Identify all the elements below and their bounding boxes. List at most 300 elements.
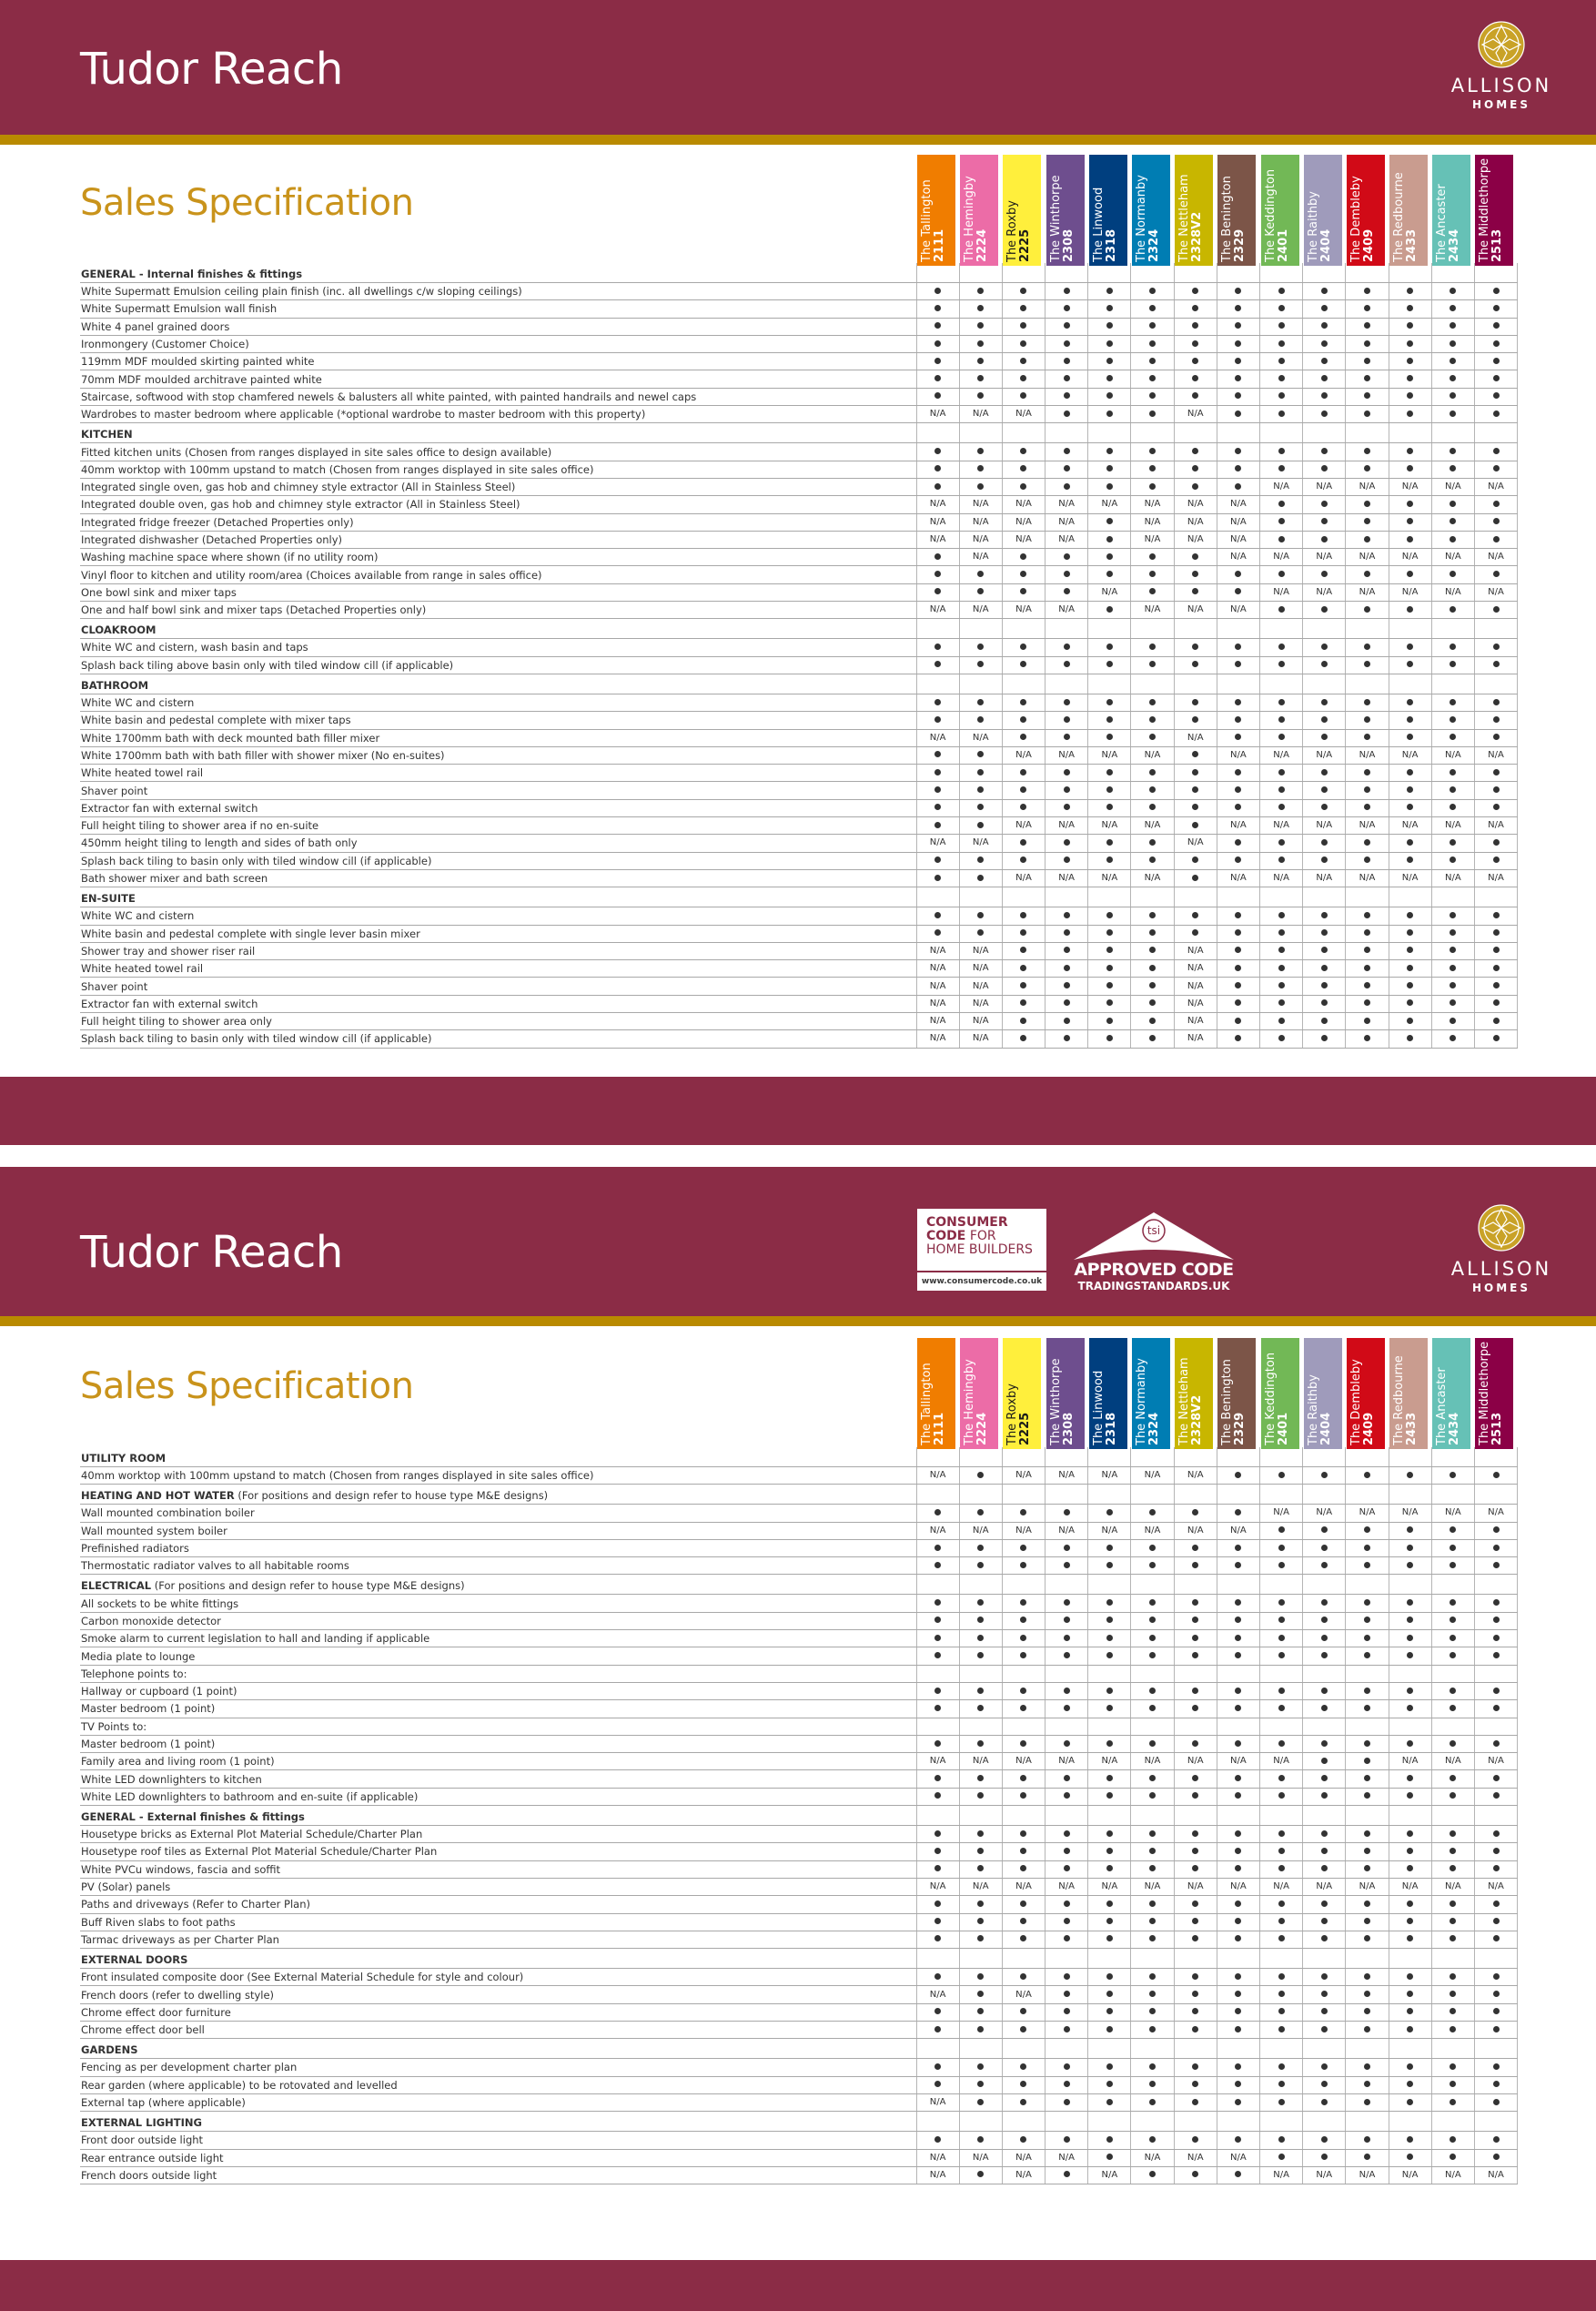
included-cell <box>1045 1896 1088 1913</box>
included-dot-icon <box>1278 411 1285 417</box>
included-cell <box>916 925 959 942</box>
empty-cell <box>916 1485 959 1505</box>
included-cell <box>1260 639 1303 656</box>
table-row <box>80 1718 1518 1735</box>
included-dot-icon <box>1321 322 1328 329</box>
included-cell <box>1131 2076 1174 2093</box>
included-cell <box>1217 2003 1259 2021</box>
house-type-name: The Raithby <box>1306 1374 1320 1445</box>
house-type-headers <box>917 155 1513 266</box>
included-cell <box>1217 1896 1259 1913</box>
included-cell <box>916 1931 959 1948</box>
included-cell <box>1045 335 1088 352</box>
included-dot-icon <box>1020 982 1026 988</box>
included-cell <box>1217 283 1259 300</box>
empty-cell <box>1474 1485 1517 1505</box>
empty-cell <box>1260 1575 1303 1595</box>
included-cell <box>1431 712 1474 729</box>
empty-cell <box>1260 2112 1303 2132</box>
included-dot-icon <box>1106 1652 1113 1658</box>
included-cell <box>959 925 1002 942</box>
row-label: Extractor fan with external switch <box>80 799 916 816</box>
included-dot-icon <box>1321 465 1328 471</box>
included-dot-icon <box>1235 716 1241 723</box>
included-dot-icon <box>1364 2081 1370 2087</box>
included-cell <box>1431 513 1474 531</box>
included-cell <box>1088 942 1131 959</box>
included-dot-icon <box>1064 1545 1070 1551</box>
included-dot-icon <box>1235 392 1241 399</box>
included-dot-icon <box>977 448 984 454</box>
included-cell <box>1002 1735 1045 1752</box>
included-cell <box>1088 639 1131 656</box>
row-label: Buff Riven slabs to foot paths <box>80 1913 916 1931</box>
house-type-label <box>1436 1367 1461 1445</box>
not-applicable-cell: N/A <box>916 729 959 746</box>
included-dot-icon <box>1407 1526 1413 1533</box>
included-dot-icon <box>1450 340 1456 347</box>
included-cell <box>1002 1700 1045 1718</box>
included-cell <box>1174 1969 1217 1986</box>
table-row <box>80 835 1518 852</box>
included-cell <box>1131 461 1174 478</box>
included-dot-icon <box>1235 411 1241 417</box>
included-dot-icon <box>1493 1617 1500 1623</box>
included-dot-icon <box>977 804 984 810</box>
included-dot-icon <box>1064 2026 1070 2032</box>
included-dot-icon <box>1450 929 1456 936</box>
row-label: Family area and living room (1 point) <box>80 1753 916 1770</box>
included-cell <box>1002 639 1045 656</box>
included-cell <box>1217 2132 1259 2149</box>
included-cell <box>1431 370 1474 388</box>
included-cell <box>916 2003 959 2021</box>
included-dot-icon <box>1064 839 1070 846</box>
included-cell <box>1174 388 1217 405</box>
included-dot-icon <box>1106 1973 1113 1980</box>
included-dot-icon <box>1192 822 1198 828</box>
included-dot-icon <box>1321 1865 1328 1871</box>
included-cell <box>1431 729 1474 746</box>
included-cell <box>959 478 1002 495</box>
included-cell <box>1346 2093 1389 2111</box>
included-dot-icon <box>1364 2099 1370 2105</box>
included-dot-icon <box>1106 305 1113 311</box>
not-applicable-cell: N/A <box>1131 1467 1174 1485</box>
included-cell <box>1002 907 1045 925</box>
included-cell <box>1389 443 1431 461</box>
included-dot-icon <box>1407 2008 1413 2014</box>
included-cell <box>1260 1969 1303 1986</box>
included-cell <box>1346 1969 1389 1986</box>
section-title-text: EN-SUITE <box>81 892 136 906</box>
row-label: Rear entrance outside light <box>80 2149 916 2166</box>
included-dot-icon <box>1493 965 1500 971</box>
included-dot-icon <box>1235 1918 1241 1924</box>
included-dot-icon <box>1020 1652 1026 1658</box>
included-dot-icon <box>1407 1973 1413 1980</box>
included-cell <box>1474 835 1517 852</box>
included-cell <box>1303 2022 1346 2039</box>
included-cell <box>1389 995 1431 1012</box>
empty-cell <box>959 2112 1002 2132</box>
section-header-row <box>80 887 1518 907</box>
included-cell <box>1389 835 1431 852</box>
included-dot-icon <box>977 322 984 329</box>
included-dot-icon <box>1064 644 1070 650</box>
included-cell <box>1474 942 1517 959</box>
empty-cell <box>1474 674 1517 694</box>
included-dot-icon <box>1450 1635 1456 1641</box>
included-dot-icon <box>1450 571 1456 577</box>
included-cell <box>1389 2022 1431 2039</box>
house-type-label <box>1265 169 1290 262</box>
not-applicable-cell: N/A <box>1389 817 1431 835</box>
included-cell <box>1045 960 1088 978</box>
included-dot-icon <box>1364 375 1370 381</box>
not-applicable-cell: N/A <box>1088 496 1131 513</box>
included-dot-icon <box>934 1652 941 1658</box>
not-applicable-cell: N/A <box>1431 817 1474 835</box>
included-dot-icon <box>1364 644 1370 650</box>
included-dot-icon <box>1407 1848 1413 1854</box>
included-dot-icon <box>1235 1900 1241 1907</box>
included-cell <box>1088 978 1131 995</box>
included-cell <box>1346 335 1389 352</box>
included-dot-icon <box>934 1830 941 1837</box>
included-cell <box>1131 960 1174 978</box>
included-cell <box>1217 960 1259 978</box>
included-cell <box>1174 1700 1217 1718</box>
included-cell <box>959 2093 1002 2111</box>
included-cell <box>1088 1700 1131 1718</box>
included-dot-icon <box>1321 1545 1328 1551</box>
included-cell <box>959 799 1002 816</box>
included-cell <box>1002 1860 1045 1878</box>
included-cell <box>1346 1647 1389 1665</box>
table-row <box>80 353 1518 370</box>
included-cell <box>1174 1630 1217 1647</box>
included-dot-icon <box>1450 912 1456 918</box>
included-dot-icon <box>1192 375 1198 381</box>
house-type-header <box>1089 155 1127 266</box>
included-cell <box>1045 1969 1088 1986</box>
included-cell <box>1045 729 1088 746</box>
included-dot-icon <box>1235 322 1241 329</box>
included-cell <box>1131 656 1174 674</box>
included-dot-icon <box>1407 734 1413 740</box>
included-dot-icon <box>1235 1035 1241 1041</box>
included-dot-icon <box>1235 965 1241 971</box>
included-dot-icon <box>1064 340 1070 347</box>
included-dot-icon <box>1321 606 1328 613</box>
included-cell <box>959 1595 1002 1612</box>
included-cell <box>1260 1539 1303 1556</box>
included-cell <box>1431 1595 1474 1612</box>
included-cell <box>916 852 959 869</box>
included-cell <box>1346 1030 1389 1048</box>
not-applicable-cell: N/A <box>1045 1753 1088 1770</box>
included-dot-icon <box>934 1599 941 1606</box>
included-cell <box>1431 2022 1474 2039</box>
included-dot-icon <box>1020 947 1026 953</box>
included-dot-icon <box>1321 982 1328 988</box>
included-dot-icon <box>1493 2136 1500 2143</box>
included-cell <box>1389 1700 1431 1718</box>
brand-sub-page2: HOMES <box>1471 1282 1531 1294</box>
section-header-row <box>80 423 1518 443</box>
included-cell <box>1045 1630 1088 1647</box>
included-dot-icon <box>1106 965 1113 971</box>
included-dot-icon <box>1020 553 1026 560</box>
not-applicable-cell: N/A <box>1002 746 1045 764</box>
included-cell <box>1303 907 1346 925</box>
included-cell <box>1088 1505 1131 1522</box>
included-cell <box>1346 1770 1389 1788</box>
included-cell <box>1088 1030 1131 1048</box>
section-title <box>80 423 916 443</box>
included-cell <box>1174 300 1217 318</box>
empty-cell <box>1346 1718 1389 1735</box>
included-cell <box>1303 960 1346 978</box>
empty-cell <box>1088 674 1131 694</box>
not-applicable-cell: N/A <box>1045 513 1088 531</box>
included-cell <box>1474 1843 1517 1860</box>
included-cell <box>1260 1788 1303 1805</box>
not-applicable-cell: N/A <box>1174 2149 1217 2166</box>
house-type-name: The Middlethorpe <box>1478 157 1492 262</box>
included-cell <box>1260 782 1303 799</box>
included-dot-icon <box>1149 965 1156 971</box>
included-cell <box>1474 283 1517 300</box>
included-cell <box>1045 2076 1088 2093</box>
included-dot-icon <box>934 358 941 364</box>
tsi-roof-icon <box>1072 1209 1236 1262</box>
empty-cell <box>1431 674 1474 694</box>
included-cell <box>1174 907 1217 925</box>
included-dot-icon <box>1149 1935 1156 1941</box>
included-cell <box>1088 835 1131 852</box>
empty-cell <box>1431 887 1474 907</box>
included-cell <box>1389 1770 1431 1788</box>
house-type-name: The Hemingby <box>963 1359 977 1445</box>
included-dot-icon <box>977 2099 984 2105</box>
house-type-code: 2513 <box>1490 1412 1505 1445</box>
included-dot-icon <box>1321 1018 1328 1024</box>
included-cell <box>1002 1826 1045 1843</box>
included-cell <box>1346 1826 1389 1843</box>
included-dot-icon <box>934 716 941 723</box>
included-cell <box>1088 1647 1131 1665</box>
included-cell <box>1131 566 1174 583</box>
house-type-header <box>1475 1338 1513 1449</box>
included-cell <box>1389 960 1431 978</box>
included-dot-icon <box>1235 734 1241 740</box>
included-cell <box>959 300 1002 318</box>
included-cell <box>1474 2003 1517 2021</box>
included-cell <box>1389 2093 1431 2111</box>
included-cell <box>1217 353 1259 370</box>
included-cell <box>1131 1969 1174 1986</box>
included-cell <box>1474 461 1517 478</box>
row-label: Housetype roof tiles as External Plot Material Schedule/Charter Plan <box>80 1843 916 1860</box>
house-type-label <box>921 179 946 262</box>
included-dot-icon <box>977 856 984 863</box>
included-dot-icon <box>1450 2136 1456 2143</box>
included-dot-icon <box>1321 1900 1328 1907</box>
empty-cell <box>1174 2039 1217 2059</box>
included-cell <box>1431 2093 1474 2111</box>
included-cell <box>1346 283 1389 300</box>
included-cell <box>1088 318 1131 335</box>
included-dot-icon <box>1020 999 1026 1006</box>
included-cell <box>1045 1770 1088 1788</box>
empty-cell <box>1002 1485 1045 1505</box>
section-title-text: EXTERNAL LIGHTING <box>81 2116 202 2130</box>
house-type-label <box>1006 1384 1032 1445</box>
included-dot-icon <box>1321 1775 1328 1781</box>
included-cell <box>1131 1735 1174 1752</box>
included-dot-icon <box>1278 929 1285 936</box>
included-cell <box>1131 1505 1174 1522</box>
included-dot-icon <box>1192 856 1198 863</box>
included-cell <box>1346 2003 1389 2021</box>
empty-cell <box>1131 887 1174 907</box>
included-cell <box>1217 1931 1259 1948</box>
row-label: Master bedroom (1 point) <box>80 1735 916 1752</box>
included-dot-icon <box>1106 1775 1113 1781</box>
included-dot-icon <box>1106 1830 1113 1837</box>
included-cell <box>1088 353 1131 370</box>
included-dot-icon <box>1020 1775 1026 1781</box>
included-cell <box>1131 1843 1174 1860</box>
included-cell <box>1260 656 1303 674</box>
included-dot-icon <box>1321 1652 1328 1658</box>
included-dot-icon <box>1493 982 1500 988</box>
house-type-code: 2404 <box>1318 228 1333 262</box>
included-cell <box>1174 353 1217 370</box>
house-type-label <box>1136 175 1161 262</box>
house-type-code: 2328V2 <box>1190 1394 1205 1445</box>
included-cell <box>1045 461 1088 478</box>
empty-cell <box>1002 1665 1045 1682</box>
not-applicable-cell: N/A <box>1217 746 1259 764</box>
included-cell <box>1045 907 1088 925</box>
table-row <box>80 2059 1518 2076</box>
section-header-row <box>80 1806 1518 1826</box>
included-cell <box>1389 729 1431 746</box>
included-cell <box>1431 1647 1474 1665</box>
included-cell <box>1174 852 1217 869</box>
included-dot-icon <box>934 1562 941 1568</box>
included-dot-icon <box>1020 1705 1026 1711</box>
included-dot-icon <box>1235 2171 1241 2177</box>
included-dot-icon <box>977 1900 984 1907</box>
included-cell <box>959 2166 1002 2184</box>
empty-cell <box>959 1485 1002 1505</box>
not-applicable-cell: N/A <box>1131 817 1174 835</box>
included-cell <box>959 566 1002 583</box>
not-applicable-cell: N/A <box>1431 869 1474 887</box>
included-dot-icon <box>1192 1509 1198 1515</box>
not-applicable-cell: N/A <box>1431 478 1474 495</box>
included-cell <box>1346 2022 1389 2039</box>
empty-cell <box>1174 1447 1217 1467</box>
included-dot-icon <box>977 822 984 828</box>
included-cell <box>1260 995 1303 1012</box>
included-cell <box>1474 1539 1517 1556</box>
not-applicable-cell: N/A <box>916 2149 959 2166</box>
not-applicable-cell: N/A <box>1174 1030 1217 1048</box>
empty-cell <box>1346 423 1389 443</box>
included-cell <box>1389 1913 1431 1931</box>
included-cell <box>959 388 1002 405</box>
not-applicable-cell: N/A <box>1131 513 1174 531</box>
included-cell <box>1088 852 1131 869</box>
table-row <box>80 335 1518 352</box>
not-applicable-cell: N/A <box>916 960 959 978</box>
table-row <box>80 2022 1518 2039</box>
included-cell <box>1002 2076 1045 2093</box>
included-cell <box>1088 907 1131 925</box>
table-row <box>80 869 1518 887</box>
included-dot-icon <box>1493 358 1500 364</box>
house-type-code: 2329 <box>1233 1412 1248 1445</box>
included-dot-icon <box>1064 1599 1070 1606</box>
included-dot-icon <box>1407 1472 1413 1478</box>
included-cell <box>1131 942 1174 959</box>
house-type-label <box>921 1363 946 1445</box>
included-dot-icon <box>934 2063 941 2070</box>
included-dot-icon <box>1149 375 1156 381</box>
included-dot-icon <box>1106 536 1113 542</box>
included-dot-icon <box>1278 1688 1285 1694</box>
included-dot-icon <box>1149 1652 1156 1658</box>
included-cell <box>916 712 959 729</box>
included-dot-icon <box>1106 2154 1113 2160</box>
included-dot-icon <box>1321 392 1328 399</box>
empty-cell <box>1346 674 1389 694</box>
included-dot-icon <box>977 588 984 594</box>
included-dot-icon <box>1493 1599 1500 1606</box>
included-dot-icon <box>1020 2136 1026 2143</box>
included-cell <box>1217 583 1259 601</box>
included-cell <box>1431 1986 1474 2003</box>
included-dot-icon <box>1064 1740 1070 1747</box>
table-row <box>80 1467 1518 1485</box>
empty-cell <box>1431 1949 1474 1969</box>
empty-cell <box>1002 423 1045 443</box>
included-cell <box>1346 1012 1389 1029</box>
included-cell <box>959 1630 1002 1647</box>
included-dot-icon <box>1192 751 1198 757</box>
included-cell <box>1303 2003 1346 2021</box>
included-cell <box>1389 353 1431 370</box>
included-dot-icon <box>1149 1973 1156 1980</box>
row-label: Full height tiling to shower area if no en-suite <box>80 817 916 835</box>
table-row <box>80 1878 1518 1895</box>
included-cell <box>959 2022 1002 2039</box>
included-cell <box>1045 1012 1088 1029</box>
house-type-name: The Roxby <box>1005 200 1020 262</box>
included-cell <box>1431 1682 1474 1699</box>
included-cell <box>1217 1913 1259 1931</box>
included-cell <box>916 1913 959 1931</box>
included-dot-icon <box>1106 2063 1113 2070</box>
included-cell <box>1131 694 1174 711</box>
included-dot-icon <box>1321 536 1328 542</box>
included-cell <box>1174 1557 1217 1575</box>
